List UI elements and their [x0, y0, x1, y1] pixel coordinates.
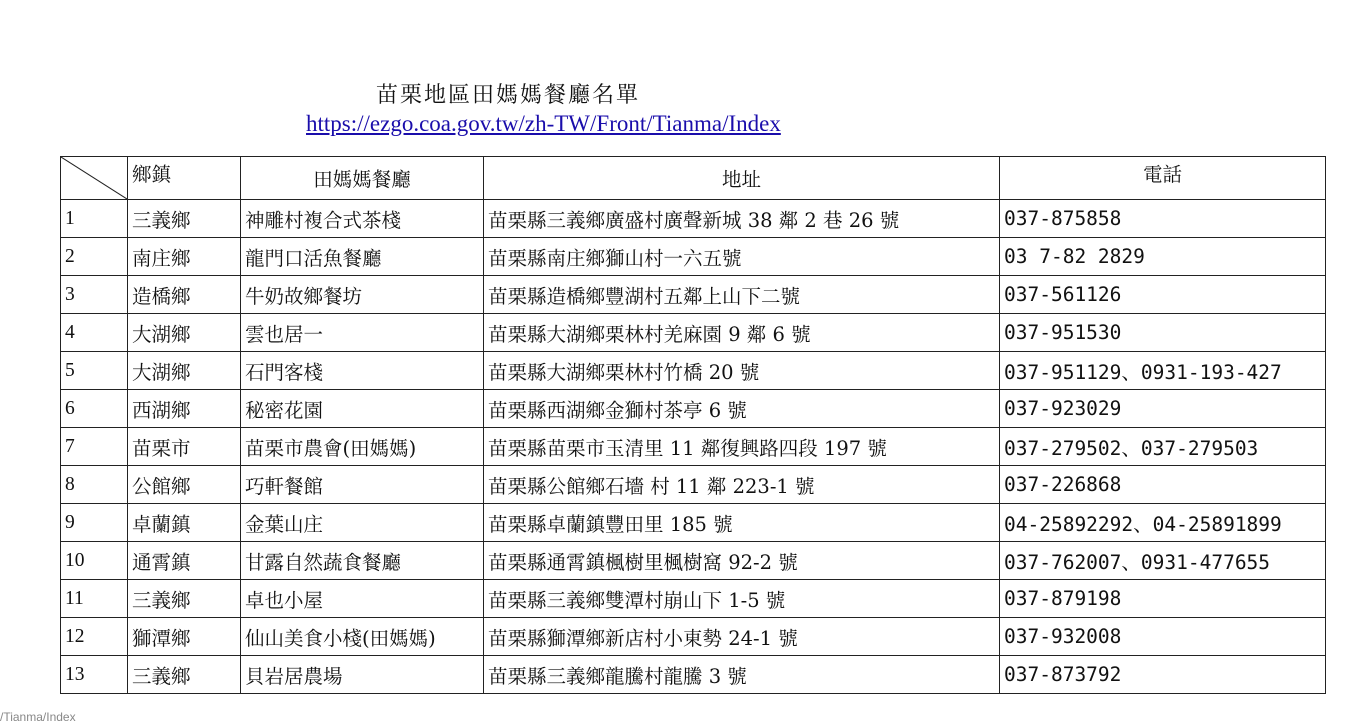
cell-number: 13 [61, 656, 128, 694]
cell-restaurant: 神雕村複合式茶棧 [241, 200, 484, 238]
restaurant-table [60, 156, 1326, 694]
cell-town: 西湖鄉 [128, 390, 241, 428]
cell-restaurant: 仙山美食小棧(田媽媽) [241, 618, 484, 656]
cell-phone: 037-226868 [1000, 466, 1326, 504]
cell-address: 苗栗縣公館鄉石墻 村 11 鄰 223-1 號 [484, 466, 1000, 504]
cell-town: 公館鄉 [128, 466, 241, 504]
table-row [61, 428, 1326, 466]
table-row [61, 390, 1326, 428]
cell-restaurant: 石門客棧 [241, 352, 484, 390]
cell-number: 12 [61, 618, 128, 656]
table-row [61, 352, 1326, 390]
cell-town: 苗栗市 [128, 428, 241, 466]
cell-restaurant: 金葉山庄 [241, 504, 484, 542]
cell-town: 三義鄉 [128, 656, 241, 694]
cell-address: 苗栗縣三義鄉雙潭村崩山下 1-5 號 [484, 580, 1000, 618]
cell-number: 1 [61, 200, 128, 238]
cell-phone: 04-25892292、04-25891899 [1000, 504, 1326, 542]
cell-number: 5 [61, 352, 128, 390]
cell-town: 造橋鄉 [128, 276, 241, 314]
cell-number: 9 [61, 504, 128, 542]
table-row [61, 238, 1326, 276]
table-header-row [61, 157, 1326, 200]
cell-restaurant: 苗栗市農會(田媽媽) [241, 428, 484, 466]
cell-address: 苗栗縣大湖鄉栗林村竹橋 20 號 [484, 352, 1000, 390]
cell-address: 苗栗縣造橋鄉豐湖村五鄰上山下二號 [484, 276, 1000, 314]
cell-phone: 037-561126 [1000, 276, 1326, 314]
cell-address: 苗栗縣苗栗市玉清里 11 鄰復興路四段 197 號 [484, 428, 1000, 466]
cell-address: 苗栗縣三義鄉廣盛村廣聲新城 38 鄰 2 巷 26 號 [484, 200, 1000, 238]
header-restaurant: 田媽媽餐廳 [241, 157, 484, 200]
cell-restaurant: 雲也居一 [241, 314, 484, 352]
cell-number: 3 [61, 276, 128, 314]
cell-number: 2 [61, 238, 128, 276]
status-url: /Tianma/Index [0, 710, 76, 724]
cell-restaurant: 貝岩居農場 [241, 656, 484, 694]
cell-phone: 037-875858 [1000, 200, 1326, 238]
cell-number: 7 [61, 428, 128, 466]
cell-town: 通霄鎮 [128, 542, 241, 580]
header-town: 鄉鎮 [128, 157, 241, 200]
header-address: 地址 [484, 157, 1000, 200]
table-row [61, 580, 1326, 618]
cell-town: 大湖鄉 [128, 352, 241, 390]
cell-town: 南庄鄉 [128, 238, 241, 276]
cell-phone: 037-873792 [1000, 656, 1326, 694]
cell-phone: 03 7-82 2829 [1000, 238, 1326, 276]
cell-restaurant: 秘密花園 [241, 390, 484, 428]
table-row [61, 466, 1326, 504]
cell-address: 苗栗縣三義鄉龍騰村龍騰 3 號 [484, 656, 1000, 694]
table-row [61, 618, 1326, 656]
tianma-link[interactable]: https://ezgo.coa.gov.tw/zh-TW/Front/Tianma/Index [306, 111, 781, 136]
cell-restaurant: 巧軒餐館 [241, 466, 484, 504]
cell-restaurant: 龍門口活魚餐廳 [241, 238, 484, 276]
corner-diagonal-cell [61, 157, 128, 200]
cell-number: 8 [61, 466, 128, 504]
cell-restaurant: 甘露自然蔬食餐廳 [241, 542, 484, 580]
cell-address: 苗栗縣西湖鄉金獅村茶亭 6 號 [484, 390, 1000, 428]
table-row [61, 542, 1326, 580]
cell-phone: 037-951530 [1000, 314, 1326, 352]
table-row [61, 276, 1326, 314]
cell-address: 苗栗縣獅潭鄉新店村小東勢 24-1 號 [484, 618, 1000, 656]
cell-town: 大湖鄉 [128, 314, 241, 352]
cell-phone: 037-762007、0931-477655 [1000, 542, 1326, 580]
cell-town: 獅潭鄉 [128, 618, 241, 656]
diagonal-line [61, 157, 127, 199]
cell-town: 三義鄉 [128, 200, 241, 238]
table-row [61, 504, 1326, 542]
cell-address: 苗栗縣南庄鄉獅山村一六五號 [484, 238, 1000, 276]
table-body [61, 200, 1326, 694]
table-row [61, 200, 1326, 238]
cell-address: 苗栗縣大湖鄉栗林村羌麻園 9 鄰 6 號 [484, 314, 1000, 352]
cell-phone: 037-932008 [1000, 618, 1326, 656]
table-row [61, 656, 1326, 694]
cell-restaurant: 牛奶故鄉餐坊 [241, 276, 484, 314]
table-row [61, 314, 1326, 352]
cell-phone: 037-879198 [1000, 580, 1326, 618]
cell-town: 卓蘭鎮 [128, 504, 241, 542]
cell-number: 4 [61, 314, 128, 352]
cell-town: 三義鄉 [128, 580, 241, 618]
header-phone: 電話 [1000, 157, 1326, 200]
cell-address: 苗栗縣卓蘭鎮豐田里 185 號 [484, 504, 1000, 542]
cell-phone: 037-923029 [1000, 390, 1326, 428]
cell-restaurant: 卓也小屋 [241, 580, 484, 618]
document-title: 苗栗地區田媽媽餐廳名單 [376, 83, 641, 108]
cell-number: 10 [61, 542, 128, 580]
cell-phone: 037-279502、037-279503 [1000, 428, 1326, 466]
cell-number: 11 [61, 580, 128, 618]
cell-address: 苗栗縣通霄鎮楓樹里楓樹窩 92-2 號 [484, 542, 1000, 580]
cell-number: 6 [61, 390, 128, 428]
cell-phone: 037-951129、0931-193-427 [1000, 352, 1326, 390]
